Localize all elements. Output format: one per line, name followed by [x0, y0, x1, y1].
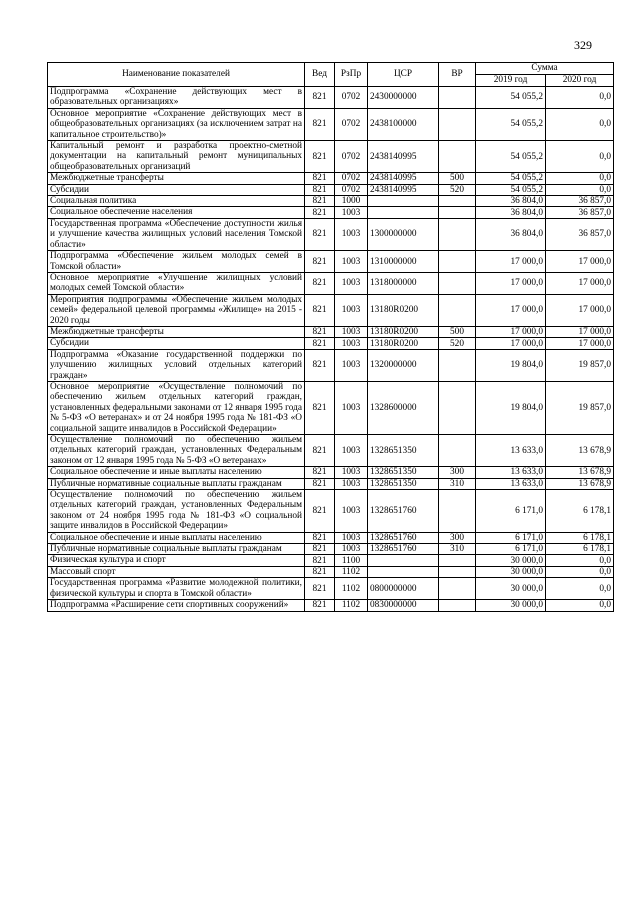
row-name-cell: Массовый спорт [48, 566, 305, 577]
table-body [48, 87, 614, 612]
table-row [48, 566, 614, 577]
row-rzpr-cell: 0702 [335, 173, 368, 184]
row-name-cell: Подпрограмма «Оказание государственной поддержки по улучшению жилищных условий отдельных категорий граждан» [48, 349, 305, 381]
table-row [48, 578, 614, 600]
header-csr: ЦСР [368, 63, 439, 87]
table-row [48, 272, 614, 294]
row-name-cell: Государственная программа «Обеспечение доступности жилья и улучшение качества жилищных условий населения Томской области» [48, 218, 305, 250]
row-name-cell: Основное мероприятие «Сохранение действующих мест в общеобразовательных организациях (за исключением затрат на капитальное строительство)» [48, 108, 305, 140]
row-2019-cell: 30 000,0 [476, 600, 546, 611]
row-vr-cell [439, 196, 476, 207]
row-ved-cell: 821 [305, 184, 335, 195]
row-2020-cell: 0,0 [546, 600, 614, 611]
row-2019-cell: 13 633,0 [476, 467, 546, 478]
table-row [48, 381, 614, 434]
row-vr-cell [439, 381, 476, 434]
row-vr-cell [439, 207, 476, 218]
row-name-cell: Социальное обеспечение населения [48, 207, 305, 218]
table-row [48, 218, 614, 250]
row-rzpr-cell: 0702 [335, 87, 368, 109]
row-name-cell: Социальное обеспечение и иные выплаты населению [48, 467, 305, 478]
table-row [48, 184, 614, 195]
row-ved-cell: 821 [305, 173, 335, 184]
row-2020-cell: 13 678,9 [546, 467, 614, 478]
row-name-cell: Субсидии [48, 184, 305, 195]
header-rzpr: РзПр [335, 63, 368, 87]
table-row [48, 251, 614, 273]
row-csr-cell: 2438140995 [368, 173, 439, 184]
row-rzpr-cell: 1003 [335, 532, 368, 543]
row-rzpr-cell: 0702 [335, 108, 368, 140]
header-sum: Сумма [476, 63, 614, 75]
table-row [48, 532, 614, 543]
row-2020-cell: 17 000,0 [546, 326, 614, 337]
row-vr-cell: 310 [439, 478, 476, 489]
row-csr-cell: 1328651760 [368, 544, 439, 555]
row-rzpr-cell: 1003 [335, 478, 368, 489]
row-name-cell: Подпрограмма «Сохранение действующих мест в образовательных организациях» [48, 87, 305, 109]
row-ved-cell: 821 [305, 251, 335, 273]
row-2020-cell: 0,0 [546, 578, 614, 600]
row-vr-cell [439, 108, 476, 140]
row-2019-cell: 30 000,0 [476, 566, 546, 577]
row-rzpr-cell: 1003 [335, 490, 368, 533]
row-2020-cell: 0,0 [546, 184, 614, 195]
row-rzpr-cell: 1102 [335, 578, 368, 600]
row-csr-cell: 13180R0200 [368, 326, 439, 337]
row-ved-cell: 821 [305, 467, 335, 478]
row-ved-cell: 821 [305, 196, 335, 207]
row-rzpr-cell: 1003 [335, 272, 368, 294]
row-2020-cell: 0,0 [546, 173, 614, 184]
row-2019-cell: 54 055,2 [476, 184, 546, 195]
row-vr-cell [439, 578, 476, 600]
row-rzpr-cell: 1003 [335, 207, 368, 218]
row-rzpr-cell: 1003 [335, 338, 368, 349]
row-2019-cell: 17 000,0 [476, 251, 546, 273]
row-csr-cell: 0830000000 [368, 600, 439, 611]
row-rzpr-cell: 1100 [335, 555, 368, 566]
row-vr-cell [439, 555, 476, 566]
row-ved-cell: 821 [305, 207, 335, 218]
row-2020-cell: 17 000,0 [546, 251, 614, 273]
row-2020-cell: 0,0 [546, 555, 614, 566]
row-ved-cell: 821 [305, 578, 335, 600]
row-csr-cell: 1300000000 [368, 218, 439, 250]
row-csr-cell: 2438140995 [368, 141, 439, 173]
row-2020-cell: 17 000,0 [546, 338, 614, 349]
row-2020-cell: 13 678,9 [546, 435, 614, 467]
row-vr-cell: 520 [439, 184, 476, 195]
row-2019-cell: 19 804,0 [476, 349, 546, 381]
row-2020-cell: 13 678,9 [546, 478, 614, 489]
row-2019-cell: 54 055,2 [476, 173, 546, 184]
row-name-cell: Межбюджетные трансферты [48, 326, 305, 337]
table-row [48, 349, 614, 381]
row-2019-cell: 54 055,2 [476, 87, 546, 109]
row-ved-cell: 821 [305, 108, 335, 140]
row-rzpr-cell: 1000 [335, 196, 368, 207]
row-ved-cell: 821 [305, 218, 335, 250]
row-vr-cell [439, 600, 476, 611]
table-row [48, 338, 614, 349]
row-vr-cell [439, 435, 476, 467]
row-2020-cell: 36 857,0 [546, 196, 614, 207]
row-csr-cell: 1320000000 [368, 349, 439, 381]
table-header [48, 63, 614, 87]
row-name-cell: Субсидии [48, 338, 305, 349]
row-vr-cell: 500 [439, 326, 476, 337]
row-ved-cell: 821 [305, 141, 335, 173]
row-ved-cell: 821 [305, 490, 335, 533]
row-name-cell: Государственная программа «Развитие молодежной политики, физической культуры и спорта в Томской области» [48, 578, 305, 600]
table-row [48, 141, 614, 173]
row-2020-cell: 17 000,0 [546, 272, 614, 294]
row-name-cell: Социальное обеспечение и иные выплаты населению [48, 532, 305, 543]
header-2019: 2019 год [476, 75, 546, 87]
row-2019-cell: 30 000,0 [476, 578, 546, 600]
row-rzpr-cell: 1003 [335, 294, 368, 326]
row-rzpr-cell: 1003 [335, 218, 368, 250]
row-name-cell: Публичные нормативные социальные выплаты гражданам [48, 544, 305, 555]
row-vr-cell [439, 566, 476, 577]
row-ved-cell: 821 [305, 272, 335, 294]
row-csr-cell [368, 566, 439, 577]
row-2019-cell: 36 804,0 [476, 196, 546, 207]
header-ved: Вед [305, 63, 335, 87]
row-ved-cell: 821 [305, 544, 335, 555]
row-ved-cell: 821 [305, 478, 335, 489]
row-ved-cell: 821 [305, 294, 335, 326]
row-vr-cell: 300 [439, 532, 476, 543]
table-row [48, 435, 614, 467]
row-vr-cell [439, 141, 476, 173]
row-csr-cell: 1318000000 [368, 272, 439, 294]
table-row [48, 207, 614, 218]
row-ved-cell: 821 [305, 381, 335, 434]
row-ved-cell: 821 [305, 349, 335, 381]
row-name-cell: Основное мероприятие «Осуществление полномочий по обеспечению жильем отдельных категорий граждан, установленных федеральными законами от 12 января 1995 года № 5-ФЗ «О ветеранах» и от 24 ноября 1995 года № 181-ФЗ «О социальной защите инвалидов в Российской Федерации» [48, 381, 305, 434]
row-name-cell: Публичные нормативные социальные выплаты гражданам [48, 478, 305, 489]
header-vr: ВР [439, 63, 476, 87]
row-vr-cell [439, 87, 476, 109]
row-name-cell: Основное мероприятие «Улучшение жилищных условий молодых семей Томской области» [48, 272, 305, 294]
row-2020-cell: 6 178,1 [546, 490, 614, 533]
row-ved-cell: 821 [305, 435, 335, 467]
row-csr-cell: 1328651760 [368, 490, 439, 533]
row-rzpr-cell: 1003 [335, 544, 368, 555]
row-2019-cell: 6 171,0 [476, 532, 546, 543]
row-2020-cell: 19 857,0 [546, 381, 614, 434]
row-rzpr-cell: 1003 [335, 349, 368, 381]
row-name-cell: Осуществление полномочий по обеспечению жильем отдельных категорий граждан, установленных Федеральным законом от 12 января 1995 года № 5-ФЗ «О ветеранах» [48, 435, 305, 467]
row-name-cell: Осуществление полномочий по обеспечению жильем отдельных категорий граждан, установленных Федеральным законом от 24 ноября 1995 года № 181-ФЗ «О социальной защите инвалидов в Российской Федерации» [48, 490, 305, 533]
row-2020-cell: 36 857,0 [546, 218, 614, 250]
row-ved-cell: 821 [305, 338, 335, 349]
row-csr-cell: 2438100000 [368, 108, 439, 140]
row-csr-cell: 2438140995 [368, 184, 439, 195]
row-ved-cell: 821 [305, 566, 335, 577]
row-csr-cell [368, 555, 439, 566]
row-ved-cell: 821 [305, 555, 335, 566]
row-vr-cell [439, 294, 476, 326]
row-2020-cell: 6 178,1 [546, 532, 614, 543]
table-row [48, 478, 614, 489]
table-row [48, 108, 614, 140]
table-row [48, 196, 614, 207]
row-2019-cell: 17 000,0 [476, 272, 546, 294]
row-2020-cell: 0,0 [546, 108, 614, 140]
row-ved-cell: 821 [305, 87, 335, 109]
header-2020: 2020 год [546, 75, 614, 87]
row-ved-cell: 821 [305, 532, 335, 543]
row-2020-cell: 6 178,1 [546, 544, 614, 555]
table-row [48, 294, 614, 326]
row-2020-cell: 0,0 [546, 566, 614, 577]
row-vr-cell: 300 [439, 467, 476, 478]
table-row [48, 326, 614, 337]
row-name-cell: Мероприятия подпрограммы «Обеспечение жильем молодых семей» федеральной целевой программы «Жилище» на 2015 - 2020 годы [48, 294, 305, 326]
budget-table [47, 62, 614, 612]
table-row [48, 600, 614, 611]
row-vr-cell: 310 [439, 544, 476, 555]
row-rzpr-cell: 0702 [335, 184, 368, 195]
row-2019-cell: 6 171,0 [476, 490, 546, 533]
row-csr-cell: 1328651350 [368, 478, 439, 489]
row-2019-cell: 13 633,0 [476, 435, 546, 467]
row-csr-cell: 1328651350 [368, 467, 439, 478]
row-2019-cell: 17 000,0 [476, 294, 546, 326]
row-name-cell: Физическая культура и спорт [48, 555, 305, 566]
row-2019-cell: 13 633,0 [476, 478, 546, 489]
row-rzpr-cell: 1003 [335, 251, 368, 273]
row-csr-cell: 0800000000 [368, 578, 439, 600]
row-rzpr-cell: 1102 [335, 600, 368, 611]
table-row [48, 467, 614, 478]
page-number: 329 [574, 38, 592, 52]
row-rzpr-cell: 1003 [335, 435, 368, 467]
row-vr-cell [439, 272, 476, 294]
row-csr-cell: 1328651350 [368, 435, 439, 467]
row-2019-cell: 36 804,0 [476, 218, 546, 250]
row-name-cell: Капитальный ремонт и разработка проектно-сметной документации на капитальный ремонт муниципальных общеобразовательных организаций [48, 141, 305, 173]
row-2020-cell: 36 857,0 [546, 207, 614, 218]
header-name: Наименование показателей [48, 63, 305, 87]
table-row [48, 544, 614, 555]
row-2019-cell: 54 055,2 [476, 108, 546, 140]
row-2020-cell: 0,0 [546, 141, 614, 173]
row-rzpr-cell: 1003 [335, 326, 368, 337]
row-2020-cell: 17 000,0 [546, 294, 614, 326]
row-csr-cell [368, 207, 439, 218]
row-vr-cell [439, 349, 476, 381]
row-csr-cell [368, 196, 439, 207]
row-csr-cell: 1310000000 [368, 251, 439, 273]
row-2019-cell: 36 804,0 [476, 207, 546, 218]
row-name-cell: Межбюджетные трансферты [48, 173, 305, 184]
row-rzpr-cell: 1003 [335, 381, 368, 434]
row-vr-cell [439, 490, 476, 533]
row-vr-cell: 500 [439, 173, 476, 184]
row-rzpr-cell: 1102 [335, 566, 368, 577]
table-row [48, 555, 614, 566]
row-2019-cell: 17 000,0 [476, 326, 546, 337]
row-name-cell: Подпрограмма «Обеспечение жильем молодых семей в Томской области» [48, 251, 305, 273]
row-csr-cell: 1328600000 [368, 381, 439, 434]
row-name-cell: Социальная политика [48, 196, 305, 207]
row-2019-cell: 17 000,0 [476, 338, 546, 349]
row-2019-cell: 19 804,0 [476, 381, 546, 434]
table-row [48, 490, 614, 533]
table-row [48, 173, 614, 184]
row-ved-cell: 821 [305, 326, 335, 337]
row-2019-cell: 6 171,0 [476, 544, 546, 555]
row-rzpr-cell: 0702 [335, 141, 368, 173]
row-2019-cell: 54 055,2 [476, 141, 546, 173]
row-csr-cell: 13180R0200 [368, 294, 439, 326]
table-row [48, 87, 614, 109]
row-csr-cell: 13180R0200 [368, 338, 439, 349]
row-vr-cell: 520 [439, 338, 476, 349]
row-2020-cell: 0,0 [546, 87, 614, 109]
row-vr-cell [439, 251, 476, 273]
row-csr-cell: 1328651760 [368, 532, 439, 543]
row-2019-cell: 30 000,0 [476, 555, 546, 566]
row-2020-cell: 19 857,0 [546, 349, 614, 381]
row-rzpr-cell: 1003 [335, 467, 368, 478]
row-ved-cell: 821 [305, 600, 335, 611]
row-csr-cell: 2430000000 [368, 87, 439, 109]
row-vr-cell [439, 218, 476, 250]
row-name-cell: Подпрограмма «Расширение сети спортивных сооружений» [48, 600, 305, 611]
